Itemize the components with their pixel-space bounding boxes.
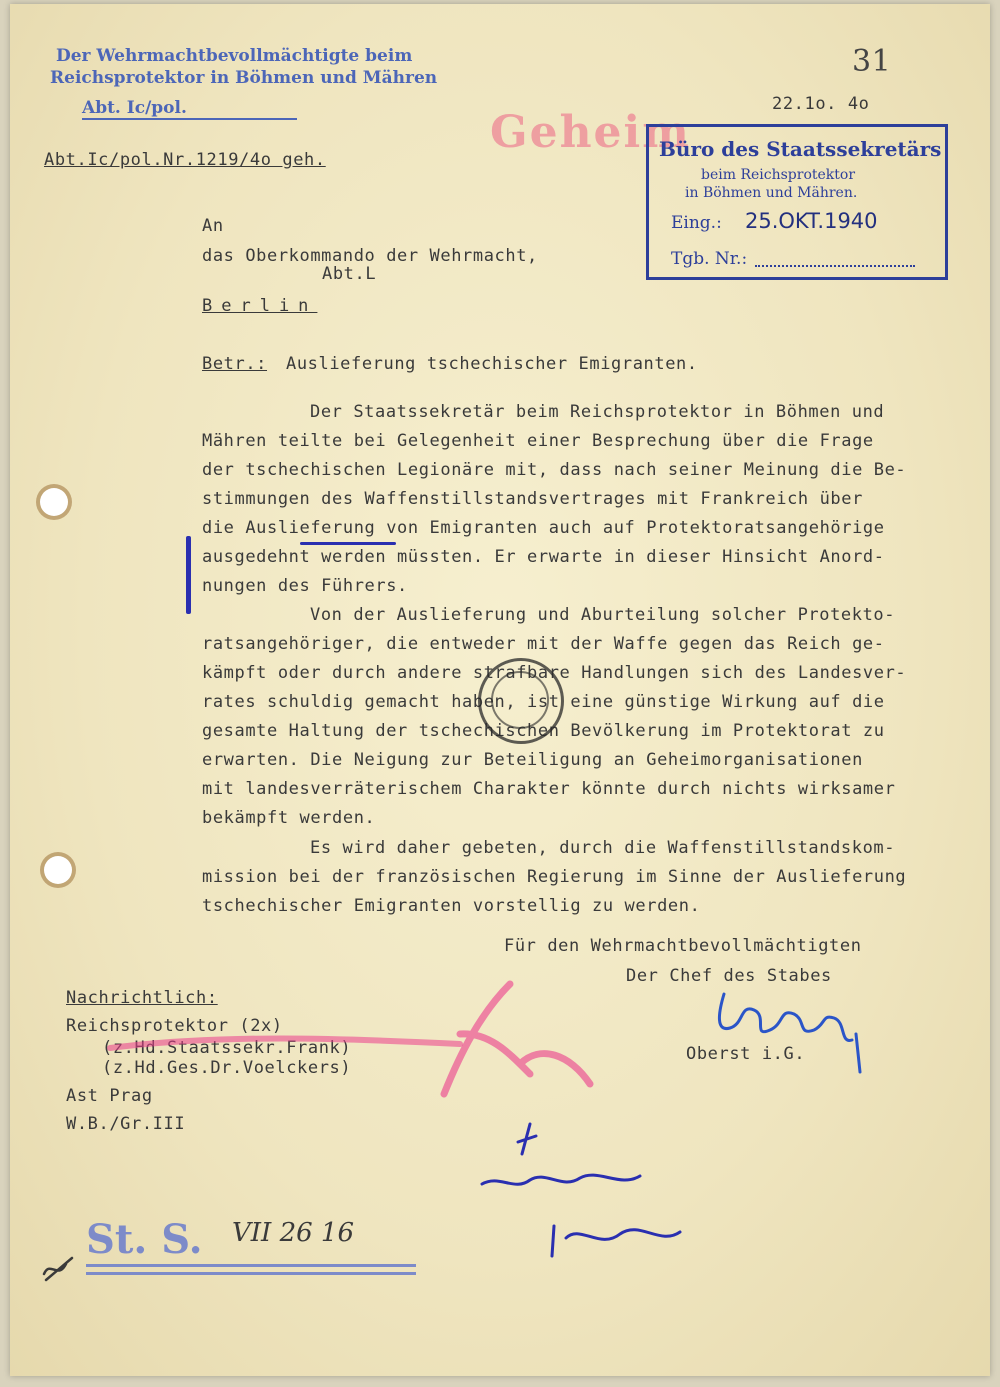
body-line: mit landesverräterischem Charakter könnte durch nichts wirksamer [202, 779, 896, 799]
letterhead-line-2: Reichsprotektor in Böhmen und Mähren [50, 68, 438, 88]
signature-rank: Oberst i.G. [686, 1044, 806, 1064]
body-line: der tschechischen Legionäre mit, dass nach seiner Meinung die Be- [202, 460, 907, 480]
underline-mark [300, 542, 396, 545]
bottom-stamp-line-2 [86, 1272, 416, 1275]
stamp-tgb-label: Tgb. Nr.: [671, 249, 748, 269]
official-seal [478, 658, 564, 744]
reception-stamp [646, 124, 948, 280]
document-page [10, 4, 990, 1376]
stamp-tgb-line [755, 265, 915, 267]
letterhead-line-3: Abt. Ic/pol. [82, 98, 297, 120]
body-line: stimmungen des Waffenstillstandsvertrages mit Frankreich über [202, 489, 863, 509]
pink-pencil-mark [100, 974, 620, 1124]
stamp-line-1: Büro des Staatssekretärs [659, 137, 942, 161]
handwritten-note [470, 1114, 710, 1264]
stamp-eing-label: Eing.: [671, 213, 722, 233]
recipient-an: An [202, 216, 224, 236]
body-line: tschechischer Emigranten vorstellig zu werden. [202, 896, 701, 916]
body-line: nungen des Führers. [202, 576, 408, 596]
distribution-heading: Nachrichtlich: [66, 988, 218, 1008]
letterhead-line-1: Der Wehrmachtbevollmächtigte beim [56, 46, 413, 66]
paraph-mark [40, 1252, 76, 1284]
body-line: gesamte Haltung der tschechischen Bevölkerung im Protektorat zu [202, 721, 885, 741]
body-line: Von der Auslieferung und Aburteilung solcher Protekto- [310, 605, 896, 625]
body-line: bekämpft werden. [202, 808, 376, 828]
body-line: die Auslieferung von Emigranten auch auf Protektoratsangehörige [202, 518, 885, 538]
punch-hole-bottom [44, 856, 72, 884]
body-line: kämpft oder durch andere strafbare Handlungen sich des Landesver- [202, 663, 907, 683]
body-line: erwarten. Die Neigung zur Beteiligung an Geheimorganisationen [202, 750, 863, 770]
subject-text: Auslieferung tschechischer Emigranten. [286, 354, 698, 374]
page-number: 31 [852, 44, 892, 79]
body-line: rates schuldig gemacht haben, ist eine günstige Wirkung auf die [202, 692, 885, 712]
bottom-stamp-number: VII 26 16 [232, 1218, 355, 1248]
body-line: Der Staatssekretär beim Reichsprotektor in Böhmen und [310, 402, 885, 422]
stamp-line-3: in Böhmen und Mähren. [685, 185, 858, 201]
bottom-stamp-line [86, 1264, 416, 1267]
stamp-eing-date: 25.OKT.1940 [745, 209, 878, 233]
reference-number: Abt.Ic/pol.Nr.1219/4o geh. [44, 150, 326, 170]
signature-line-2: Der Chef des Stabes [626, 966, 832, 986]
stamp-line-2: beim Reichsprotektor [701, 167, 856, 183]
margin-mark [186, 536, 191, 614]
punch-hole-top [40, 488, 68, 516]
distribution-item: (z.Hd.Staatssekr.Frank) [102, 1038, 352, 1058]
recipient-line-2: Abt.L [322, 264, 377, 284]
signature-line-1: Für den Wehrmachtbevollmächtigten [504, 936, 862, 956]
distribution-item: Reichsprotektor (2x) [66, 1016, 283, 1036]
body-line: mission bei der französischen Regierung im Sinne der Auslieferung [202, 867, 907, 887]
recipient-line-1: das Oberkommando der Wehrmacht, [202, 246, 538, 266]
bottom-stamp-prefix: St. S. [86, 1216, 203, 1263]
distribution-item: W.B./Gr.III [66, 1114, 186, 1134]
distribution-item: (z.Hd.Ges.Dr.Voelckers) [102, 1058, 352, 1078]
body-line: Mähren teilte bei Gelegenheit einer Besprechung über die Frage [202, 431, 874, 451]
body-line: ratsangehöriger, die entweder mit der Waffe gegen das Reich ge- [202, 634, 885, 654]
secret-red-stamp: Geheim [490, 107, 691, 158]
body-line: Es wird daher gebeten, durch die Waffenstillstandskom- [310, 838, 896, 858]
subject-label: Betr.: [202, 354, 268, 374]
distribution-item: Ast Prag [66, 1086, 153, 1106]
body-line: ausgedehnt werden müssten. Er erwarte in dieser Hinsicht Anord- [202, 547, 885, 567]
document-date: 22.1o. 4o [772, 94, 870, 114]
recipient-city: Berlin [202, 296, 318, 316]
